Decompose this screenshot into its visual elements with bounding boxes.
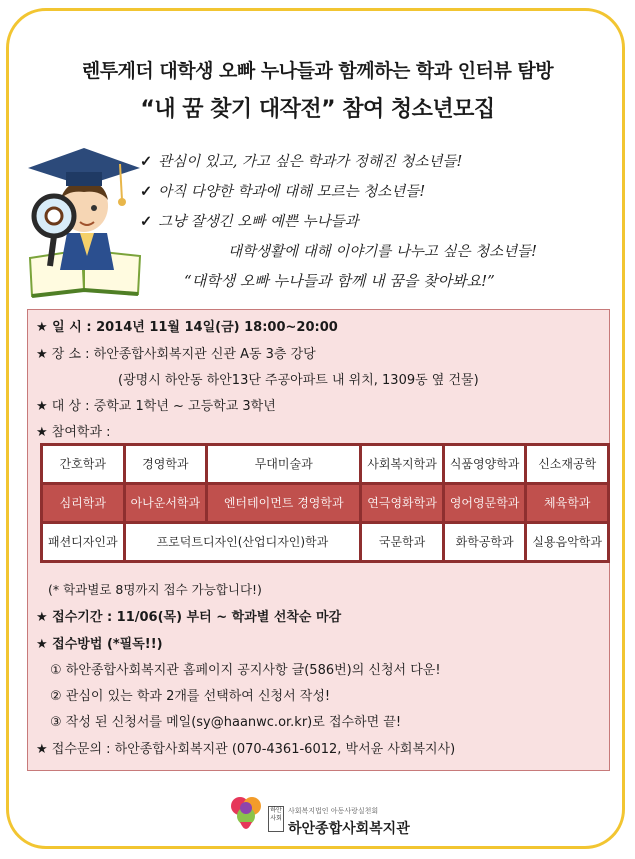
dept-cell: 간호학과 [43,446,123,482]
event-place: ★ 장 소 : 하안종합사회복지관 신관 A동 3층 강당 [36,347,316,362]
target-item-3: ✓ 그냥 잘생긴 오빠 예쁜 누나들과 [140,213,359,230]
dept-cell: 무대미술과 [208,446,359,482]
contact-info: ★ 접수문의 : 하안종합사회복지관 (070-4361-6012, 박서윤 사회복지사) [36,742,456,757]
dept-cell: 경영학과 [126,446,206,482]
dept-cell: 화학공학과 [445,524,525,560]
event-target: ★ 대 상 : 중학교 1학년 ~ 고등학교 3학년 [36,399,276,414]
slogan: “대학생 오빠 누나들과 함께 내 꿈을 찾아봐요!” [184,272,495,290]
dept-cell: 체육학과 [527,485,607,521]
check-icon: ✓ [140,153,153,170]
dept-cell: 프로덕트디자인(산업디자인)학과 [126,524,360,560]
title-line-1: 렌투게더 대학생 오빠 누나들과 함께하는 학과 인터뷰 탐방 [81,60,554,82]
application-step-3: ③ 작성 된 신청서를 메일(sy@haanwc.or.kr)로 접수하면 끝! [50,715,402,730]
event-place-detail: (광명시 하안동 하안13단 주공아파트 내 위치, 1309동 옆 건물) [118,373,479,388]
dept-cell: 영어영문학과 [445,485,525,521]
application-step-1: ① 하안종합사회복지관 홈페이지 공지사항 글(586번)의 신청서 다운! [50,663,441,678]
target-item-3-continued: 대학생활에 대해 이야기를 나누고 싶은 청소년들! [228,244,538,260]
dept-cell: 국문학과 [362,524,442,560]
dept-label: ★ 참여학과 : [36,425,111,440]
title-line-2: “내 꿈 찾기 대작전” 참여 청소년모집 [140,97,495,122]
dept-cell: 심리학과 [43,485,123,521]
application-method-label: ★ 접수방법 (*필독!!) [36,637,163,652]
dept-cell: 패션디자인과 [43,524,123,560]
logo-name: 하안종합사회복지관 [288,821,410,837]
check-icon: ✓ [140,213,153,230]
target-item-2: ✓ 아직 다양한 학과에 대해 모르는 청소년들! [140,183,426,200]
student-illustration [22,138,147,298]
logo-subtitle: 사회복지법인 아동사랑실천회 [288,807,379,815]
application-step-2: ② 관심이 있는 학과 2개를 선택하여 신청서 작성! [50,689,331,704]
target-item-1: ✓ 관심이 있고, 가고 싶은 학과가 정해진 청소년들! [140,153,463,170]
event-date: ★ 일 시 : 2014년 11월 14일(금) 18:00~20:00 [36,320,338,335]
dept-cell: 실용음악학과 [527,524,607,560]
dept-note: (* 학과별로 8명까지 접수 가능합니다!) [48,582,262,597]
dept-cell: 사회복지학과 [362,446,442,482]
dept-cell: 아나운서학과 [126,485,206,521]
application-period: ★ 접수기간 : 11/06(목) 부터 ~ 학과별 선착순 마감 [36,610,342,625]
dept-cell: 식품영양학과 [445,446,525,482]
logo-mark: 하안 사회 [268,806,284,832]
dept-cell: 신소재공학 [527,446,607,482]
dept-cell: 연극영화학과 [362,485,442,521]
dept-cell: 엔터테이먼트 경영학과 [208,485,359,521]
department-table [40,443,610,563]
organization-logo-icon [226,794,266,838]
check-icon: ✓ [140,183,153,200]
